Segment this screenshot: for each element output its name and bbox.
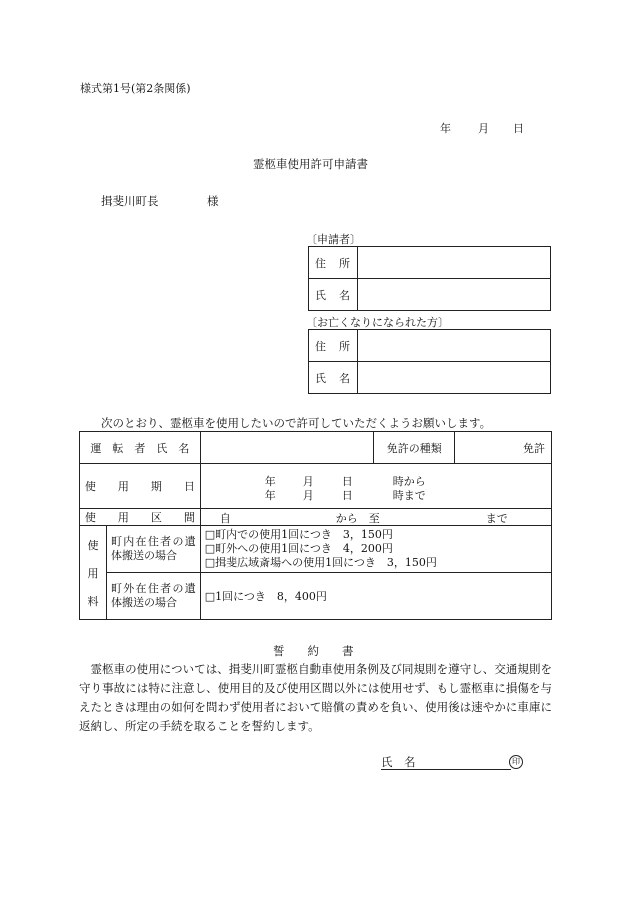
page-title: 霊柩車使用許可申請書 [253, 157, 368, 171]
deceased-name-field[interactable] [358, 362, 551, 394]
deceased-address-label: 住 所 [309, 330, 358, 362]
section-to: まで [485, 512, 508, 525]
period-to-month: 月 [302, 489, 314, 502]
period-to [201, 487, 551, 501]
period-from [201, 473, 551, 487]
period-from-year: 年 [264, 475, 276, 488]
resident-option-1[interactable]: □町内での使用1回につき 3，150円 [204, 528, 393, 541]
signature-underline [381, 769, 511, 770]
deceased-heading: 〔お亡くなりになられた方〕 [306, 316, 449, 329]
driver-name-field[interactable] [200, 432, 374, 464]
section-mid: から 至 [335, 512, 380, 525]
period-label: 使 用 期 日 [80, 464, 201, 509]
license-type-field[interactable] [455, 432, 552, 464]
deceased-table [308, 329, 551, 394]
fee-label-char-2: 用 [87, 566, 99, 580]
seal-mark: 印 [509, 755, 523, 769]
section-label: 使 用 区 間 [80, 509, 201, 526]
applicant-table [308, 246, 551, 311]
period-from-day: 日 [341, 475, 353, 488]
nonresident-options [200, 573, 551, 620]
pledge-body-text: 霊柩車の使用については、揖斐川町霊柩自動車使用条例及び同規則を遵守し、交通規則を守り事故には特に注意し、使用目的及び使用区間以外には使用せず、もし霊柩車に損傷を与えたときは理由の如何を問わず使用者において賠償の責めを負い、使用後は速やかに車庫に返納し、所定の手続を取ることを誓約します。 [79, 662, 552, 733]
period-from-suffix: 時から [392, 475, 426, 488]
deceased-address-field[interactable] [358, 330, 551, 362]
applicant-heading: 〔申請者〕 [306, 233, 361, 246]
fee-label [80, 526, 107, 620]
applicant-address-label: 住 所 [309, 247, 358, 279]
resident-option-2[interactable]: □町外への使用1回につき 4，200円 [204, 542, 393, 555]
resident-label: 町内在住者の遺体搬送の場合 [106, 526, 200, 573]
addressee-name: 揖斐川町長 [101, 194, 159, 208]
fee-label-char-1: 使 [87, 538, 99, 552]
period-to-year: 年 [264, 489, 276, 502]
license-type-label: 免許の種類 [374, 432, 455, 464]
resident-option-3[interactable]: □揖斐広域斎場への使用1回につき 3，150円 [204, 556, 437, 569]
signature-label: 氏 名 [381, 755, 416, 769]
section-from: 自 [219, 512, 231, 525]
pledge-body [79, 660, 552, 736]
deceased-name-label: 氏 名 [309, 362, 358, 394]
applicant-name-label: 氏 名 [309, 279, 358, 311]
pledge-title: 誓 約 書 [273, 644, 354, 658]
signature-line[interactable] [381, 754, 521, 770]
applicant-name-field[interactable] [358, 279, 551, 311]
period-field[interactable] [200, 464, 551, 509]
section-field[interactable] [200, 509, 551, 526]
usage-table [79, 431, 552, 620]
applicant-address-field[interactable] [358, 247, 551, 279]
period-to-day: 日 [341, 489, 353, 502]
date-month: 月 [478, 122, 489, 135]
nonresident-label: 町外在住者の遺体搬送の場合 [106, 573, 200, 620]
addressee-honorific: 様 [207, 194, 219, 208]
license-suffix: 免許 [523, 441, 545, 455]
form-number: 様式第1号(第2条関係) [80, 82, 191, 95]
nonresident-option-1[interactable]: □1回につき 8，400円 [204, 590, 327, 603]
date-day: 日 [513, 122, 524, 135]
driver-name-label: 運 転 者 氏 名 [80, 432, 201, 464]
addressee [101, 193, 219, 209]
period-from-month: 月 [302, 475, 314, 488]
resident-options [200, 526, 551, 573]
fee-label-char-3: 料 [87, 594, 99, 608]
period-to-suffix: 時まで [392, 489, 426, 502]
request-text: 次のとおり、霊柩車を使用したいので許可していただくようお願いします。 [101, 416, 492, 430]
date-year: 年 [440, 122, 451, 135]
